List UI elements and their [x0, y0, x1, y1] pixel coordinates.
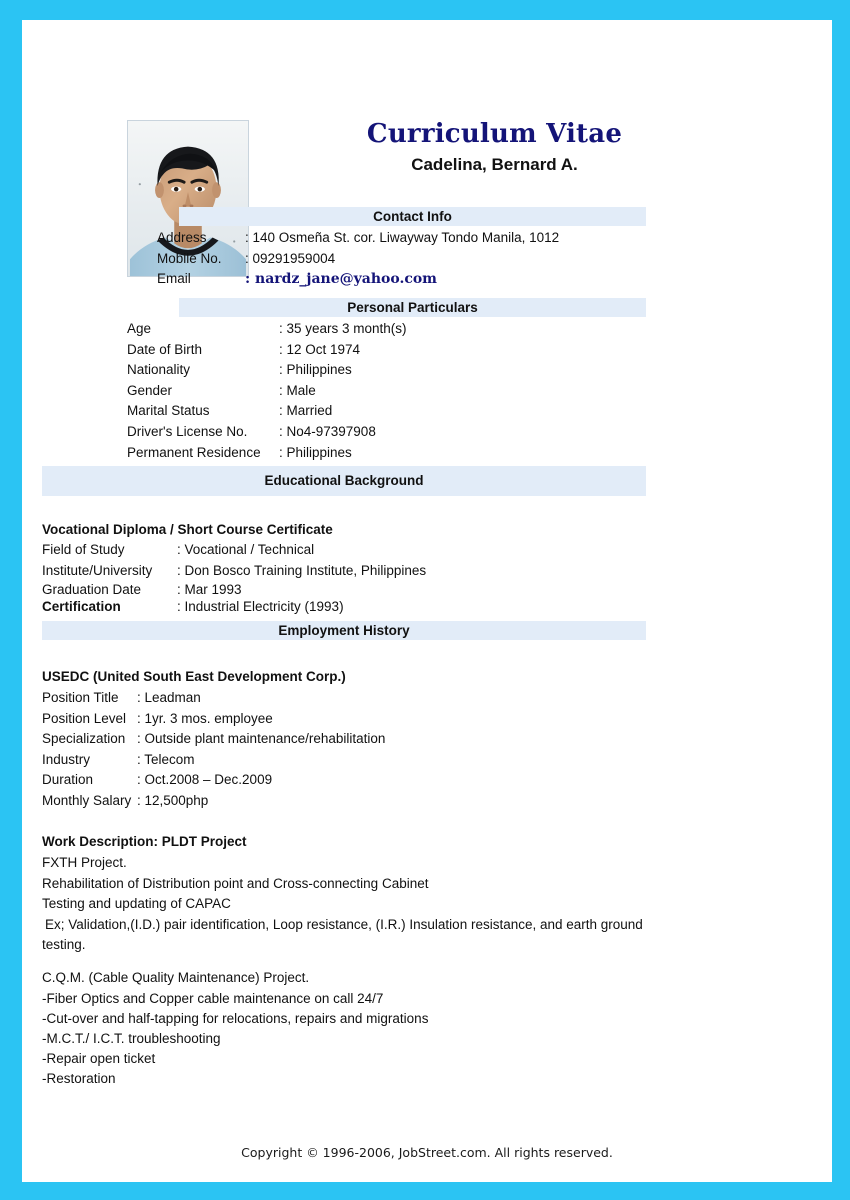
work-description-paragraph: Ex; Validation,(I.D.) pair identification, Loop resistance, (I.R.) Insulation resistance, and earth ground testing. — [42, 916, 643, 952]
email-link[interactable]: : nardz_jane@yahoo.com — [245, 271, 437, 288]
work-description-line: Rehabilitation of Distribution point and Cross-connecting Cabinet — [42, 875, 429, 891]
field-label: Position Level — [42, 710, 127, 726]
field-label: Certification — [42, 599, 121, 615]
employment-row-position-title — [42, 688, 646, 709]
field-value: : 12,500php — [137, 792, 209, 808]
field-label: Address — [157, 230, 207, 245]
section-header-educational-background: Educational Background — [42, 466, 646, 496]
field-value: : Telecom — [137, 751, 195, 767]
title-block — [262, 120, 727, 175]
field-value: : 140 Osmeña St. cor. Liwayway Tondo Manila, 1012 — [245, 230, 560, 245]
cqm-list-item: -Repair open ticket — [42, 1050, 156, 1066]
section-header-employment-history: Employment History — [42, 621, 646, 640]
contact-row-mobile — [157, 249, 647, 270]
contact-row-email — [157, 269, 647, 290]
field-label: Monthly Salary — [42, 792, 132, 808]
cqm-list-item: -Restoration — [42, 1070, 116, 1086]
work-description-line: FXTH Project. — [42, 855, 127, 870]
cqm-list-item: -M.C.T./ I.C.T. troubleshooting — [42, 1030, 221, 1046]
employment-row-industry — [42, 750, 646, 771]
field-label: Email — [157, 271, 191, 287]
field-value: : Philippines — [279, 362, 352, 378]
field-label: Field of Study — [42, 542, 125, 557]
field-value: : Married — [279, 403, 333, 419]
work-description-line: Testing and updating of CAPAC — [42, 896, 231, 911]
employment-row-monthly-salary — [42, 791, 646, 812]
field-label: Marital Status — [127, 403, 210, 419]
personal-row-marital-status — [127, 401, 647, 422]
cqm-heading: C.Q.M. (Cable Quality Maintenance) Project. — [42, 970, 310, 985]
education-row-field-of-study — [42, 540, 646, 561]
personal-particulars-list — [127, 319, 647, 463]
field-label: Permanent Residence — [127, 444, 261, 460]
field-value: : Industrial Electricity (1993) — [177, 599, 344, 615]
page-title: Curriculum Vitae — [366, 119, 623, 149]
field-value: : 12 Oct 1974 — [279, 341, 361, 357]
work-description-block — [42, 831, 652, 956]
field-label: Age — [127, 321, 152, 336]
field-value: : Vocational / Technical — [177, 542, 315, 557]
applicant-name: Cadelina, Bernard A. — [411, 154, 578, 174]
contact-info-list — [157, 228, 647, 290]
employment-row-position-level — [42, 709, 646, 730]
field-label: Driver's License No. — [127, 423, 248, 439]
employer-name: USEDC (United South East Development Corp.) — [42, 669, 346, 684]
employment-row-specialization — [42, 729, 646, 750]
education-row-certification — [42, 598, 646, 616]
personal-row-age — [127, 319, 647, 340]
education-row-graduation-date — [42, 581, 646, 598]
field-label: Specialization — [42, 731, 126, 747]
work-description-heading: Work Description: PLDT Project — [42, 834, 247, 849]
section-header-personal-particulars: Personal Particulars — [179, 298, 646, 317]
employment-block — [42, 665, 646, 812]
field-label: Nationality — [127, 362, 191, 378]
education-block — [42, 520, 646, 616]
field-value: : Outside plant maintenance/rehabilitation — [137, 731, 386, 747]
contact-row-address — [157, 228, 647, 249]
field-value: : Oct.2008 – Dec.2009 — [137, 772, 273, 788]
field-value: : Mar 1993 — [177, 582, 242, 598]
personal-row-permanent-residence — [127, 443, 647, 464]
education-row-institute — [42, 561, 646, 582]
resume-sheet — [22, 20, 832, 1182]
personal-row-nationality — [127, 360, 647, 381]
personal-row-date-of-birth — [127, 340, 647, 361]
field-value: : Philippines — [279, 444, 352, 460]
field-label: Gender — [127, 382, 173, 398]
footer-copyright: Copyright © 1996-2006, JobStreet.com. All rights reserved. — [241, 1145, 613, 1160]
field-label: Institute/University — [42, 562, 153, 578]
field-value: : 1yr. 3 mos. employee — [137, 710, 273, 726]
field-label: Date of Birth — [127, 341, 203, 357]
field-value: : Don Bosco Training Institute, Philippines — [177, 562, 427, 578]
field-value: : Male — [279, 382, 316, 398]
field-value: : 35 years 3 month(s) — [279, 321, 407, 336]
section-header-contact-info: Contact Info — [179, 207, 646, 226]
cqm-project-block — [42, 968, 652, 1089]
personal-row-gender — [127, 381, 647, 402]
field-value: : Leadman — [137, 690, 201, 705]
personal-row-drivers-license — [127, 422, 647, 443]
field-label: Position Title — [42, 690, 119, 705]
field-label: Duration — [42, 772, 94, 788]
employment-row-duration — [42, 770, 646, 791]
field-value: : 09291959004 — [245, 250, 336, 266]
field-value: : No4-97397908 — [279, 423, 376, 439]
cqm-list-item: -Cut-over and half-tapping for relocations, repairs and migrations — [42, 1011, 429, 1026]
field-label: Industry — [42, 751, 91, 767]
cqm-list-item: -Fiber Optics and Copper cable maintenance on call 24/7 — [42, 990, 384, 1006]
field-label: Mobile No. — [157, 250, 222, 266]
field-label: Graduation Date — [42, 582, 142, 598]
education-subheading: Vocational Diploma / Short Course Certificate — [42, 522, 333, 537]
